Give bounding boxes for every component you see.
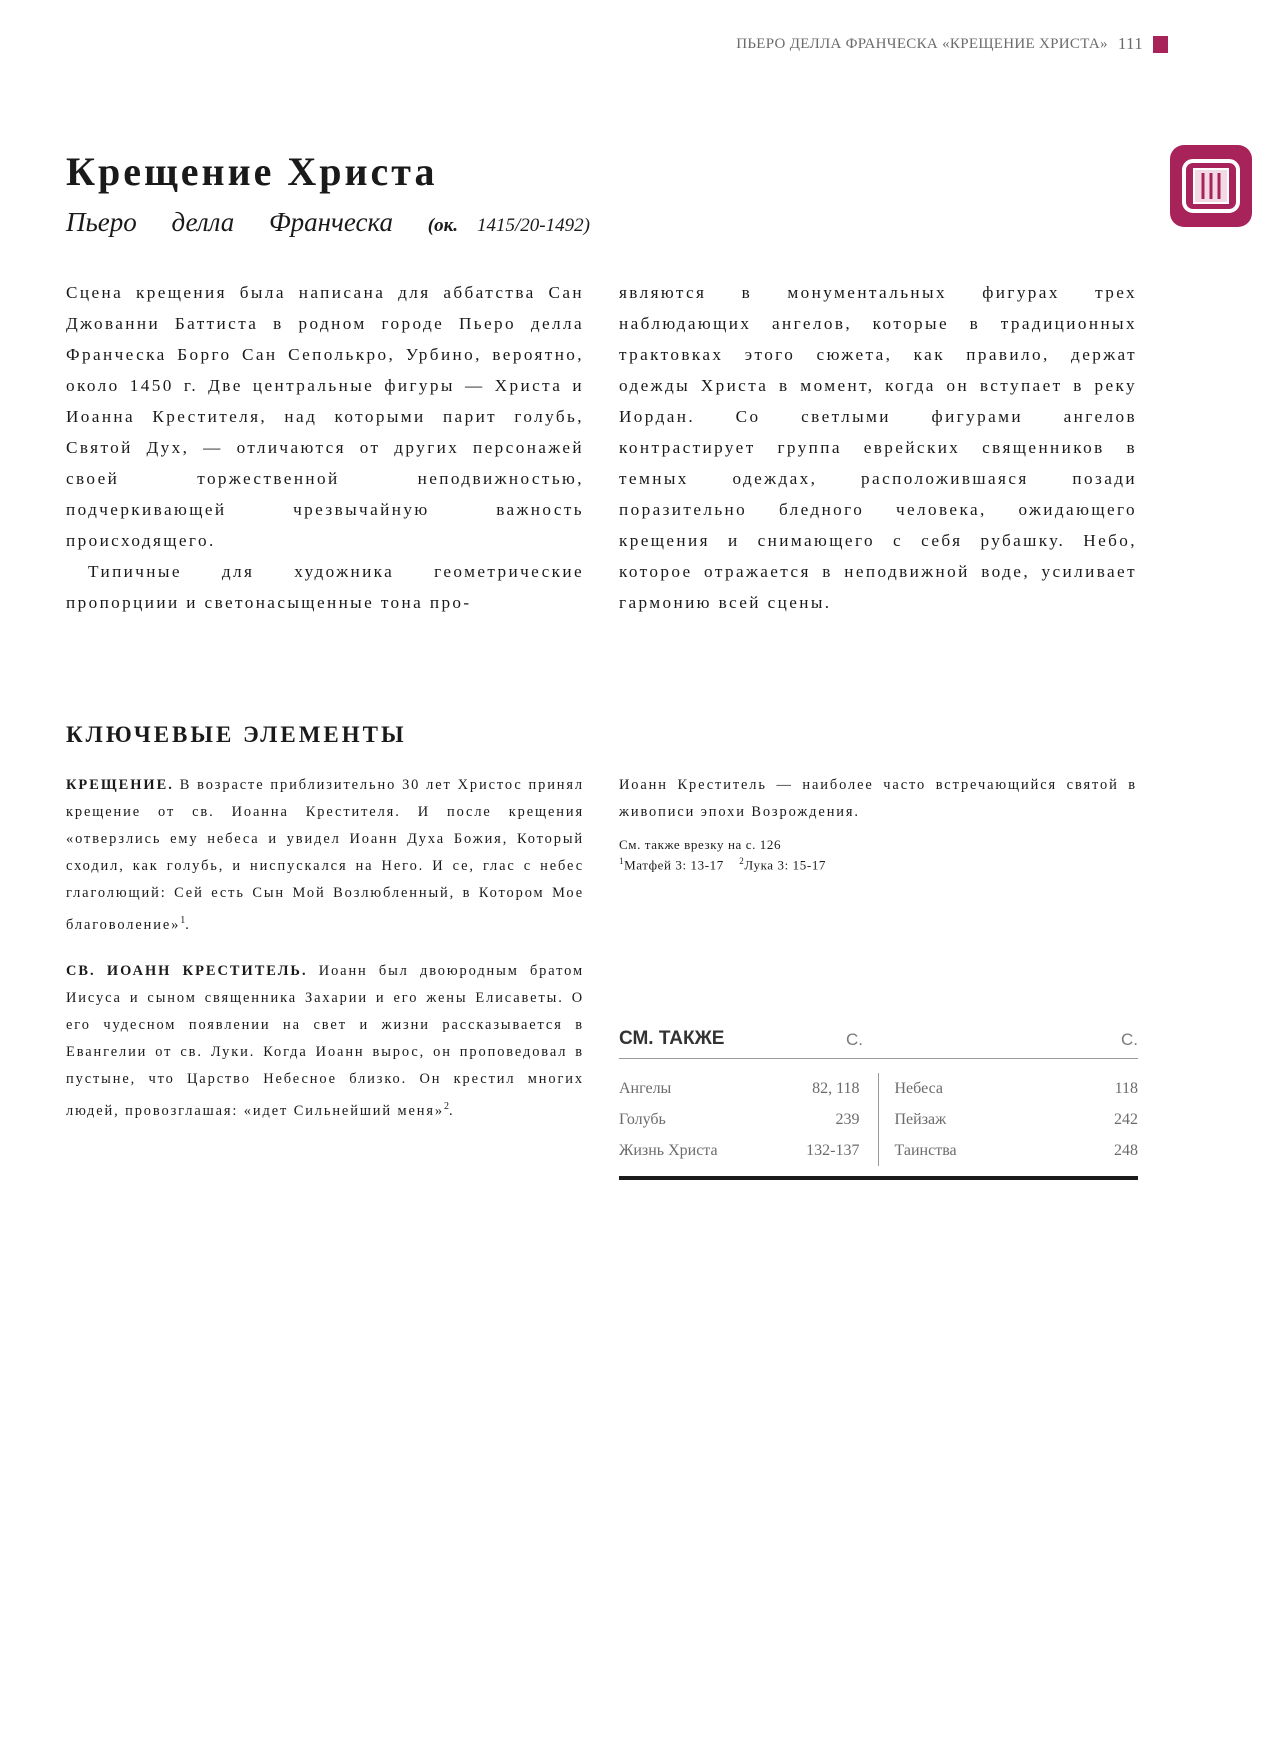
see-also-entry[interactable] xyxy=(895,1073,1139,1104)
key-point-john xyxy=(66,958,584,1125)
entry-name: Ангелы xyxy=(619,1079,672,1097)
section-color-marker xyxy=(1153,36,1168,53)
see-also-right-column xyxy=(879,1073,1139,1166)
see-also-table xyxy=(619,1059,1138,1180)
running-title: ПЬЕРО ДЕЛЛА ФРАНЧЕСКА «КРЕЩЕНИЕ ХРИСТА» xyxy=(736,35,1108,52)
cross-reference: См. также врезку на с. 126 xyxy=(619,837,782,852)
dates-prefix: (ок. xyxy=(427,215,458,236)
see-also-entry[interactable] xyxy=(619,1073,860,1104)
artist-line xyxy=(66,207,590,238)
entry-pages: 242 xyxy=(1114,1110,1138,1128)
entry-name: Небеса xyxy=(894,1079,943,1097)
see-also-entry[interactable] xyxy=(619,1104,860,1135)
punctuation: . xyxy=(449,1102,455,1119)
footnotes xyxy=(619,836,826,873)
section-tab xyxy=(1170,145,1252,227)
footnote-mark: 1 xyxy=(619,856,625,866)
key-point-title: КРЕЩЕНИЕ. xyxy=(66,777,174,793)
intro-paragraph: Сцена крещения была написана для аббатства Сан Джованни Баттиста в родном городе Пьеро делла Франческа Борго Сан Сеполькро, Урбино, вероятно, около 1450 г. Две центральные фигуры — Христа и Иоанна Крестителя, над которыми парит голубь, Святой Дух, — отличаются от других персонажей своей торжественной неподвижностью, подчеркивающей чрезвычайную важность происходящего. xyxy=(66,283,584,550)
key-point-text: В возрасте приблизительно 30 лет Христос принял крещение от св. Иоанна Крестителя. И после крещения «отверзлись ему небеса и увидел Иоанн Духа Божия, Который сходил, как голубь, и ниспускался на Него. И се, глас с небес глаголющий: Сей есть Сын Мой Возлюбленный, в Котором Мое благоволение» xyxy=(66,777,585,933)
see-also-entry[interactable] xyxy=(895,1104,1139,1135)
key-point-baptism xyxy=(66,772,584,939)
see-also-entry[interactable] xyxy=(895,1135,1139,1166)
key-point-title: СВ. ИОАНН КРЕСТИТЕЛЬ. xyxy=(66,963,308,979)
footnote-2: Лука 3: 15-17 xyxy=(744,857,827,873)
footnote-line xyxy=(619,853,826,873)
footnote-ref: 1 xyxy=(180,915,186,926)
footnote-ref: 2 xyxy=(444,1101,450,1112)
page-number: 111 xyxy=(1117,34,1143,53)
entry-name: Голубь xyxy=(619,1110,666,1128)
entry-name: Жизнь Христа xyxy=(619,1141,718,1159)
intro-paragraph: являются в монументальных фигурах трех наблюдающих ангелов, которые в традиционных трактовках этого сюжета, как правило, держат одежды Христа в момент, когда он вступает в реку Иордан. Со светлыми фигурами ангелов контрастирует группа еврейских священников в темных одеждах, расположившаяся позади поразительно бледного человека, ожидающего крещения и снимающего с себя рубашку. Небо, которое отражается в неподвижной воде, усиливает гармонию всей сцены. xyxy=(619,283,1137,612)
see-also-header xyxy=(619,1018,1138,1059)
scroll-icon xyxy=(1170,145,1252,227)
entry-pages: 239 xyxy=(835,1110,860,1128)
key-point-note xyxy=(619,772,1137,826)
punctuation: . xyxy=(185,916,191,933)
page-column-label: С. xyxy=(1121,1030,1138,1049)
key-elements-heading: КЛЮЧЕВЫЕ ЭЛЕМЕНТЫ xyxy=(66,722,407,747)
entry-pages: 82, 118 xyxy=(812,1079,860,1097)
footnote-mark: 2 xyxy=(739,856,745,866)
page-title: Крещение Христа xyxy=(66,149,438,194)
artist-name: Пьеро делла Франческа xyxy=(66,207,394,237)
intro-paragraph: Типичные для художника геометрические пропорциии и светонасыщенные тона про- xyxy=(66,562,584,612)
see-also-box xyxy=(619,1018,1138,1180)
entry-name: Пейзаж xyxy=(894,1110,947,1128)
intro-left-column xyxy=(66,277,584,618)
key-point-text: Иоанн Креститель — наиболее часто встречающийся святой в живописи эпохи Возрождения. xyxy=(619,777,1137,820)
entry-pages: 248 xyxy=(1114,1141,1138,1159)
entry-name: Таинства xyxy=(894,1141,957,1159)
page-column-label: С. xyxy=(846,1030,863,1049)
footnote-1: Матфей 3: 13-17 xyxy=(624,857,724,873)
see-also-title: СМ. ТАКЖЕ xyxy=(619,1028,725,1049)
artist-dates xyxy=(428,215,590,236)
intro-right-column xyxy=(619,277,1137,618)
running-header xyxy=(736,34,1168,54)
dates-value: 1415/20-1492) xyxy=(476,215,590,236)
see-also-left-column xyxy=(619,1073,879,1166)
entry-pages: 118 xyxy=(1114,1079,1138,1097)
see-also-entry[interactable] xyxy=(619,1135,860,1166)
key-point-text: Иоанн был двоюродным братом Иисуса и сыном священника Захарии и его жены Елисаветы. О его чудесном появлении на свет и жизни рассказывается в Евангелии от св. Луки. Когда Иоанн вырос, он проповедовал в пустыне, что Царство Небесное близко. Он крестил многих людей, провозглашая: «идет Сильнейший меня» xyxy=(66,963,584,1119)
entry-pages: 132-137 xyxy=(806,1141,860,1159)
